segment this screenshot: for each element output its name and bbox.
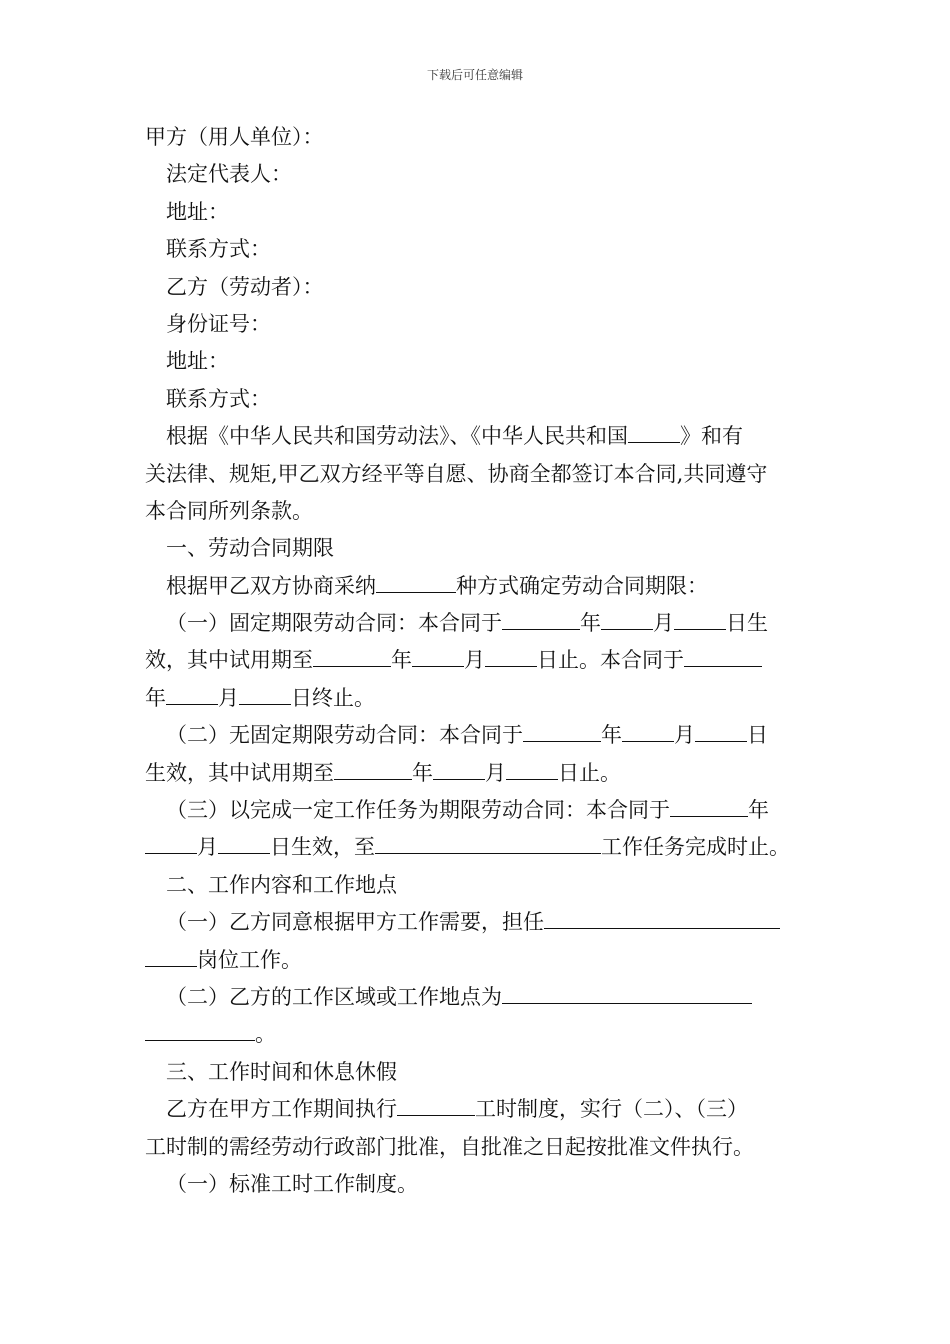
position-suffix: 岗位工作。 — [197, 947, 302, 972]
id-number-line — [145, 306, 815, 343]
open-probation-day-blank[interactable] — [506, 759, 558, 780]
address-b-label: 地址： — [166, 349, 229, 374]
task-start-day-blank[interactable] — [218, 833, 270, 854]
preamble-line-3 — [145, 493, 815, 530]
section1-title — [145, 530, 815, 567]
probation-day-blank[interactable] — [485, 646, 537, 667]
standard-hours-label: （一）标准工时工作制度。 — [166, 1171, 418, 1196]
year-label: 年 — [391, 648, 412, 673]
fixed-end-year-blank[interactable] — [684, 646, 762, 667]
year-label: 年 — [748, 798, 769, 823]
probation-month-blank[interactable] — [412, 646, 464, 667]
work-place-blank[interactable] — [502, 983, 752, 1004]
section3-heading: 三、工作时间和休息休假 — [166, 1059, 397, 1084]
preamble-line-2 — [145, 456, 815, 493]
section2-title — [145, 867, 815, 904]
task-start-year-blank[interactable] — [670, 796, 748, 817]
open-probation-month-blank[interactable] — [433, 759, 485, 780]
law-name-blank[interactable] — [628, 422, 680, 443]
work-place-suffix: 。 — [255, 1022, 276, 1047]
contract-body — [145, 119, 815, 1203]
work-place-blank-cont[interactable] — [145, 1020, 255, 1041]
legal-rep-line — [145, 156, 815, 193]
task-end-label: 工作任务完成时止。 — [601, 835, 790, 860]
work-hours-line-1 — [145, 1091, 815, 1128]
fixed-end-day-blank[interactable] — [239, 684, 291, 705]
day-label: 日 — [747, 723, 768, 748]
preamble-text-1a: 根据《中华人民共和国劳动法》、《中华人民共和国 — [166, 424, 628, 449]
position-blank[interactable] — [544, 908, 780, 929]
task-term-label: （三）以完成一定工作任务为期限劳动合同：本合同于 — [166, 798, 670, 823]
party-b-line — [145, 269, 815, 306]
day-effect-label: 日生 — [726, 611, 768, 636]
open-start-year-blank[interactable] — [523, 721, 601, 742]
position-blank-cont[interactable] — [145, 946, 197, 967]
section1-heading: 一、劳动合同期限 — [166, 536, 334, 561]
preamble-text-3: 本合同所列条款。 — [145, 498, 313, 523]
fixed-start-year-blank[interactable] — [502, 609, 580, 630]
month-label: 月 — [674, 723, 695, 748]
work-place-line-2 — [145, 1016, 815, 1053]
party-a-label: 甲方（用人单位）： — [145, 125, 324, 149]
section2-heading: 二、工作内容和工作地点 — [166, 872, 397, 897]
fixed-end-month-blank[interactable] — [166, 684, 218, 705]
fixed-term-line-1 — [145, 605, 815, 642]
section1-intro-b: 种方式确定劳动合同期限： — [456, 573, 708, 598]
day-stop-label: 日止。 — [558, 760, 621, 785]
address-b-line — [145, 343, 815, 380]
contact-b-line — [145, 381, 815, 418]
fixed-start-month-blank[interactable] — [601, 609, 653, 630]
standard-hours-line — [145, 1166, 815, 1203]
year-label: 年 — [412, 760, 433, 785]
preamble-text-1b: 》和有 — [680, 424, 743, 449]
fixed-term-line-3 — [145, 680, 815, 717]
task-name-blank[interactable] — [375, 833, 601, 854]
open-term-line-2 — [145, 755, 815, 792]
probation-year-blank[interactable] — [313, 646, 391, 667]
address-a-label: 地址： — [166, 199, 229, 224]
id-number-label: 身份证号： — [166, 311, 271, 336]
task-start-month-blank[interactable] — [145, 833, 197, 854]
task-term-line-2 — [145, 829, 815, 866]
month-label: 月 — [218, 685, 239, 710]
month-label: 月 — [485, 760, 506, 785]
legal-rep-label: 法定代表人： — [166, 162, 292, 187]
section1-intro — [145, 568, 815, 605]
probation-label: 效，其中试用期至 — [145, 648, 313, 673]
address-a-line — [145, 194, 815, 231]
preamble-line-1 — [145, 418, 815, 455]
work-place-label: （二）乙方的工作区域或工作地点为 — [166, 984, 502, 1009]
work-hours-label: 乙方在甲方工作期间执行 — [166, 1097, 397, 1122]
fixed-term-line-2 — [145, 642, 815, 679]
open-start-month-blank[interactable] — [622, 721, 674, 742]
preamble-text-2: 关法律、规矩,甲乙双方经平等自愿、协商全都签订本合同,共同遵守 — [145, 461, 768, 486]
day-end-label: 日止。本合同于 — [537, 648, 684, 673]
year-label: 年 — [601, 723, 622, 748]
section3-title — [145, 1054, 815, 1091]
work-hours-line-2 — [145, 1129, 815, 1166]
open-probation-label: 生效，其中试用期至 — [145, 760, 334, 785]
fixed-start-day-blank[interactable] — [674, 609, 726, 630]
open-probation-year-blank[interactable] — [334, 759, 412, 780]
work-place-line-1 — [145, 979, 815, 1016]
open-term-label: （二）无固定期限劳动合同：本合同于 — [166, 723, 523, 748]
open-term-line-1 — [145, 717, 815, 754]
contact-a-line — [145, 231, 815, 268]
year-label: 年 — [145, 685, 166, 710]
month-label: 月 — [197, 835, 218, 860]
month-label: 月 — [653, 611, 674, 636]
fixed-term-label: （一）固定期限劳动合同：本合同于 — [166, 611, 502, 636]
task-term-line-1 — [145, 792, 815, 829]
party-b-label: 乙方（劳动者）： — [166, 274, 324, 299]
contact-a-label: 联系方式： — [166, 237, 271, 262]
contact-b-label: 联系方式： — [166, 386, 271, 411]
open-start-day-blank[interactable] — [695, 721, 747, 742]
work-hours-system-blank[interactable] — [397, 1095, 475, 1116]
position-line-2 — [145, 942, 815, 979]
work-hours-text: 工时制度，实行（二）、（三） — [475, 1097, 748, 1122]
term-method-blank[interactable] — [376, 572, 456, 593]
year-label: 年 — [580, 611, 601, 636]
month-label: 月 — [464, 648, 485, 673]
position-label: （一）乙方同意根据甲方工作需要，担任 — [166, 910, 544, 935]
position-line-1 — [145, 904, 815, 941]
section1-intro-a: 根据甲乙双方协商采纳 — [166, 573, 376, 598]
day-terminate-label: 日终止。 — [291, 685, 375, 710]
page-header-note: 下载后可任意编辑 — [426, 68, 523, 82]
task-effect-label: 日生效，至 — [270, 835, 375, 860]
work-hours-approval-text: 工时制的需经劳动行政部门批准，自批准之日起按批准文件执行。 — [145, 1134, 754, 1159]
party-a-line — [145, 119, 815, 156]
